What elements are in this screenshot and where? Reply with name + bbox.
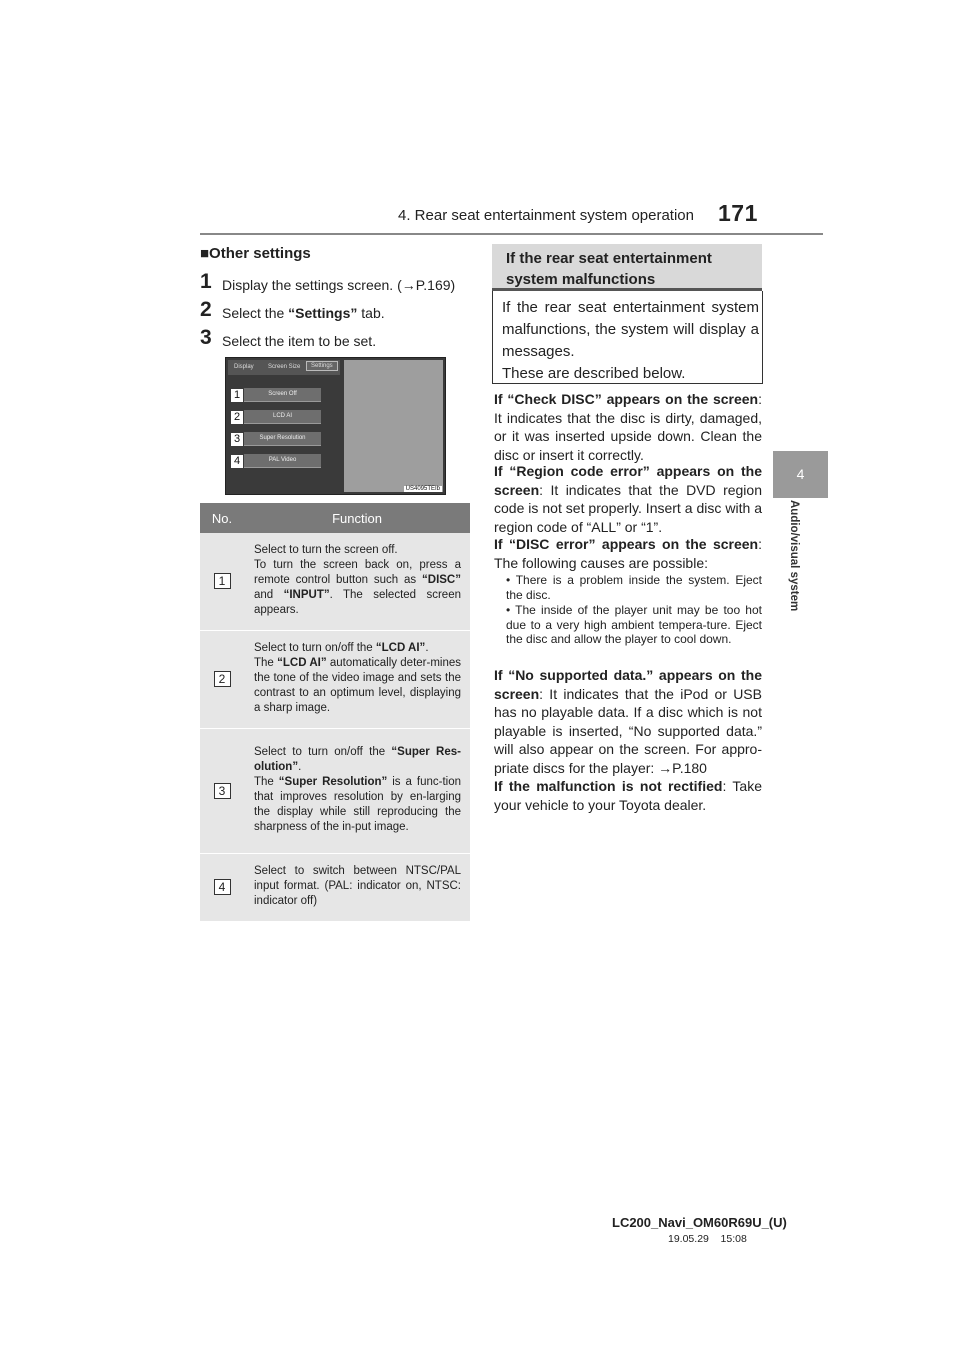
step-text-pre: Select the: [222, 305, 289, 321]
lcd-ai-button: LCD AI: [244, 410, 321, 424]
step-text-bold: “Settings”: [288, 305, 358, 321]
intro-paragraph-2: These are described below.: [502, 365, 686, 382]
number-box: 3: [214, 783, 231, 799]
not-rectified-heading: If the malfunction is not rectified: [494, 778, 723, 794]
screen-off-button: Screen Off: [244, 388, 321, 402]
function-table: [200, 503, 470, 922]
chapter-label-text: Audio/visual system: [788, 500, 800, 612]
header-rule: [200, 233, 823, 235]
row-function: Select to turn on/off the “Super Res-olution”. The “Super Resolution” is a func-tion that improves resolution by en-larging the display while still reproducing the sharpness of the in-put image.: [244, 729, 470, 854]
intro-paragraph: If the rear seat entertainment system malfunctions, the system will display a messages.: [502, 299, 759, 360]
step-number: 2: [200, 298, 212, 321]
step-number: 3: [200, 326, 212, 349]
row-number: [200, 729, 244, 854]
region-code-heading: If “Region code error” appears on the screen: [494, 463, 762, 498]
screen-right-panel: [344, 360, 443, 492]
no-supported-data-paragraph: [494, 666, 762, 777]
step-text-post: tab.: [357, 305, 385, 321]
disc-error-heading: If “DISC error” appears on the screen: [494, 536, 759, 552]
row-function: Select to turn the screen off. To turn the screen back on, press a remote control button such as “DISC” and “INPUT”. The selected screen appears.: [244, 533, 470, 631]
chapter-label: [786, 500, 800, 730]
row-number: [200, 631, 244, 729]
no-supported-data-heading: If “No supported data.” appears on the screen: [494, 667, 762, 702]
section-title: ■Other settings: [200, 245, 311, 262]
callout-number: 3: [231, 433, 243, 446]
table-row: [200, 631, 470, 729]
page-number: 171: [718, 200, 758, 226]
step-text: [222, 305, 385, 321]
row-function: Select to switch between NTSC/PAL input format. (PAL: indicator on, NTSC: indicator off): [244, 854, 470, 922]
not-rectified-paragraph: [494, 777, 762, 814]
callout-number: 1: [231, 389, 243, 402]
column-header-function: Function: [244, 503, 470, 533]
malfunction-heading-text: If the rear seat entertainment system malfunctions: [506, 250, 712, 288]
table-header-row: [200, 503, 470, 533]
number-box: 4: [214, 879, 231, 895]
column-header-no: No.: [200, 503, 244, 533]
chapter-tab: 4: [773, 451, 828, 498]
tab-settings: Settings: [306, 361, 338, 371]
row-function: Select to turn on/off the “LCD AI”. The “LCD AI” automatically deter-mines the tone of the video image and sets the contrast to an optimum level, displaying a sharp image.: [244, 631, 470, 729]
callout-number: 2: [231, 411, 243, 424]
check-disc-paragraph: [494, 390, 762, 464]
footer-timestamp: [668, 1233, 747, 1245]
table-row: [200, 533, 470, 631]
tab-screen-size: Screen Size: [268, 364, 301, 370]
footer-document-id: LC200_Navi_OM60R69U_(U): [612, 1215, 787, 1230]
check-disc-text: : It indicates that the disc is dirty, damaged, or it was inserted upside down. Clean the disc or insert it correctly.: [494, 391, 762, 463]
step-number: 1: [200, 270, 212, 293]
check-disc-heading: If “Check DISC” appears on the screen: [494, 391, 759, 407]
number-box: 1: [214, 573, 231, 589]
region-code-paragraph: [494, 462, 762, 536]
callout-number: 4: [231, 455, 243, 468]
table-row: [200, 854, 470, 922]
no-supported-data-text: : It indicates that the iPod or USB has no playable data. If a disc which is not playable is inserted, “No supported data.” will also appear on the screen. For appro-priate discs for the player: →P.180: [494, 685, 762, 776]
super-resolution-button: Super Resolution: [244, 432, 321, 446]
illustration-code: US4095TEIb: [405, 486, 440, 492]
table-row: [200, 729, 470, 854]
step-text: Select the item to be set.: [222, 333, 377, 349]
footer-date: 19.05.29: [668, 1233, 709, 1245]
row-number: [200, 533, 244, 631]
pal-video-button: PAL Video: [244, 454, 321, 468]
bullet-item: • The inside of the player unit may be too hot due to a very high ambient tempera-ture. Eject the disc and allow the player to cool down.: [506, 603, 762, 646]
not-rectified-text: : Take your vehicle to your Toyota dealer.: [494, 778, 762, 813]
row-number: [200, 854, 244, 922]
footer-time: 15:08: [720, 1233, 747, 1245]
malfunction-intro-box: [492, 291, 763, 384]
disc-error-text: : The following causes are possible:: [494, 536, 762, 571]
settings-screen-illustration: [225, 357, 446, 495]
number-box: 2: [214, 671, 231, 687]
tab-display: Display: [234, 364, 254, 370]
step-text: Display the settings screen. (→P.169): [222, 277, 456, 293]
bullet-item: • There is a problem inside the system. Eject the disc.: [506, 573, 762, 602]
region-code-text: : It indicates that the DVD region code is not set properly. Insert a disc with a region code of “ALL” or “1”.: [494, 481, 762, 535]
running-header-title: 4. Rear seat entertainment system operation: [398, 207, 694, 224]
disc-error-paragraph: [494, 535, 762, 572]
malfunction-heading: [492, 244, 762, 290]
